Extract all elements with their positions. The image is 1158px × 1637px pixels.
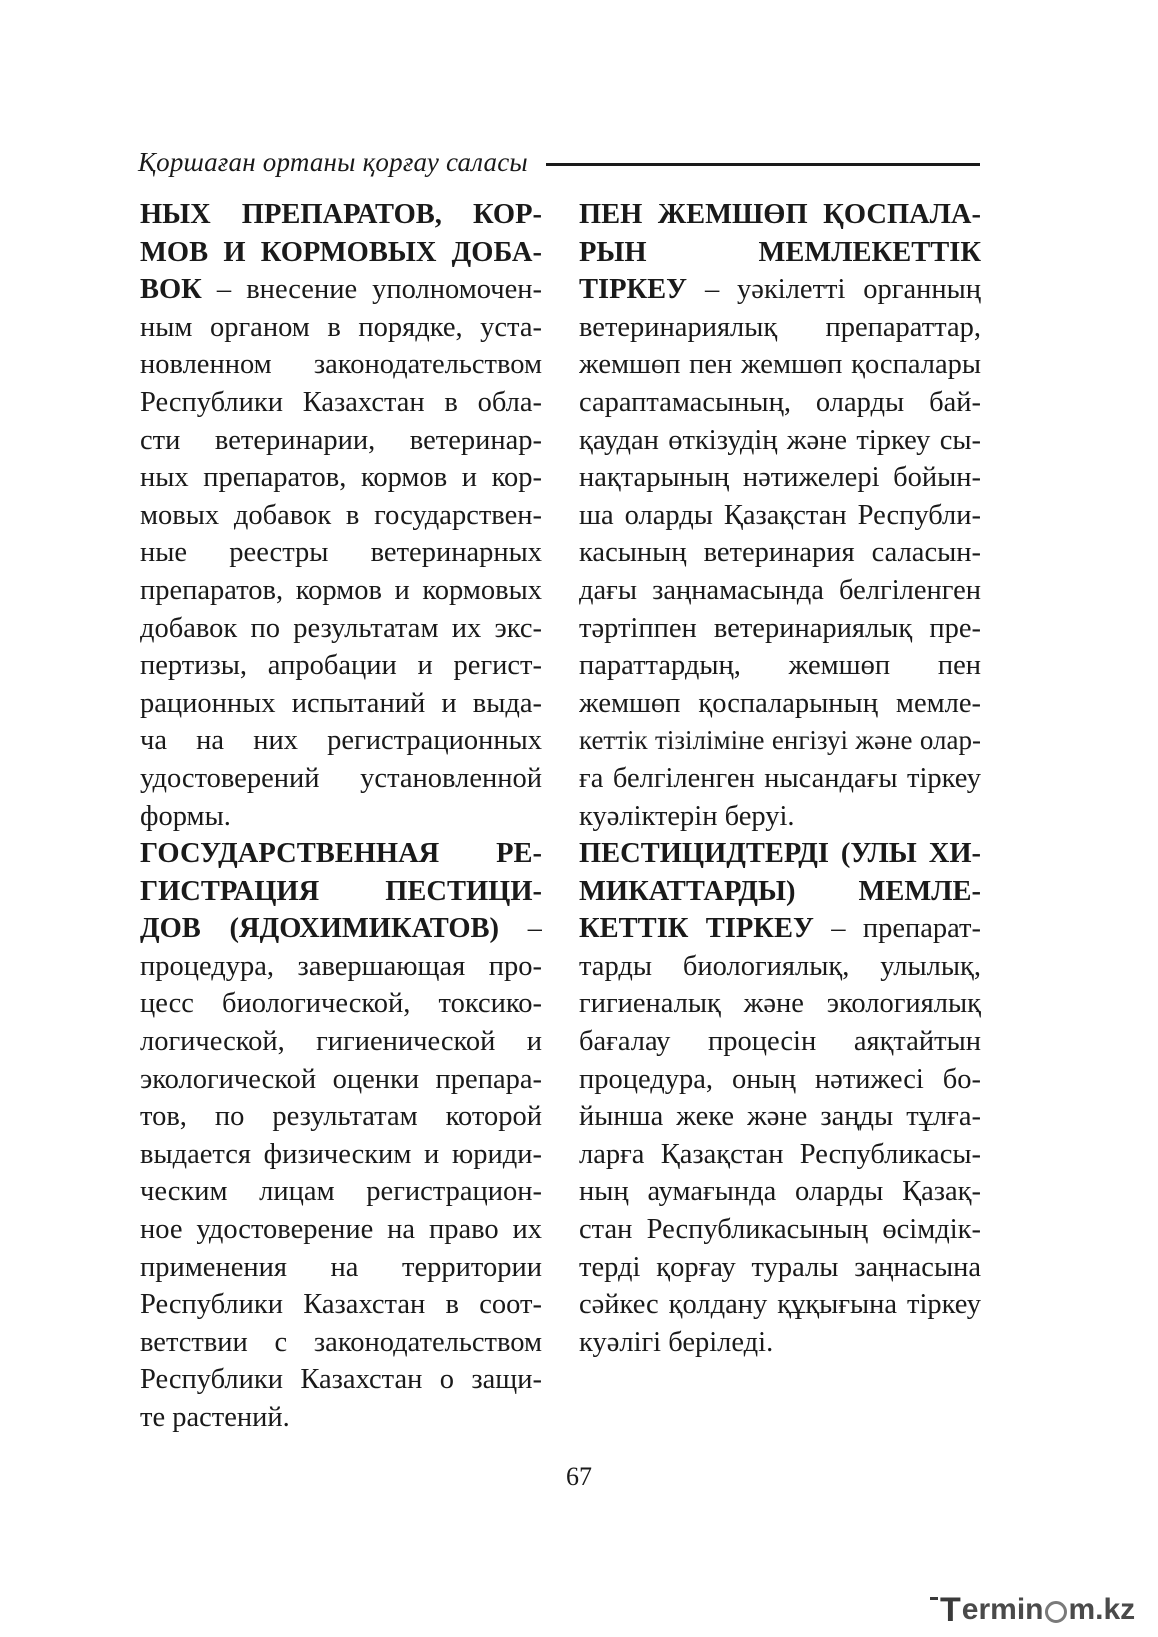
running-title: Қоршаған ортаны қорғау саласы xyxy=(138,146,528,177)
text-line: Республики Казахстан в обла- xyxy=(140,386,542,418)
logo-text-end: m.kz xyxy=(1068,1593,1136,1626)
text-line: логической, гигиенической и xyxy=(140,1026,542,1058)
term-heading: ДОВ (ЯДОХИМИКАТОВ) xyxy=(140,913,500,945)
text-line: бағалау процесін аяқтайтын xyxy=(579,1026,981,1058)
text-line: жемшөп пен жемшөп қоспалары xyxy=(579,349,981,381)
text-line: ным органом в порядке, уста- xyxy=(140,311,542,343)
text-line: ные реестры ветеринарных xyxy=(140,537,542,569)
text-line: жемшөп қоспаларының мемле- xyxy=(579,687,981,719)
definition-text: – xyxy=(499,913,542,945)
page-number: 67 xyxy=(566,1462,592,1491)
text-line: сти ветеринарии, ветеринар- xyxy=(140,424,542,456)
text-line: ПЕН ЖЕМШӨП ҚОСПАЛА- xyxy=(579,199,981,230)
text-line: йынша жеке және заңды тұлға- xyxy=(579,1101,981,1133)
text-line xyxy=(140,910,542,948)
text-line: добавок по результатам их экс- xyxy=(140,612,542,644)
text-line: ға белгіленген нысандағы тіркеу xyxy=(579,762,981,794)
text-line: ша оларды Қазақстан Республи- xyxy=(579,499,981,531)
text-line: НЫХ ПРЕПАРАТОВ, КОР- xyxy=(140,199,542,230)
text-line xyxy=(579,910,981,948)
magnifier-icon xyxy=(1045,1601,1067,1623)
header-rule xyxy=(546,163,980,166)
text-line: ГИСТРАЦИЯ ПЕСТИЦИ- xyxy=(140,875,542,907)
text-line: ветствии с законодательством xyxy=(140,1326,542,1358)
text-line: тарды биологиялық, улылық, xyxy=(579,950,981,982)
text-line: МИКАТТАРДЫ) МЕМЛЕ- xyxy=(579,875,981,907)
running-head xyxy=(138,142,980,182)
text-line: нақтарының нәтижелері бойын- xyxy=(579,462,981,494)
text-line: гигиеналық және экологиялық xyxy=(579,988,981,1020)
text-line: процедура, завершающая про- xyxy=(140,950,542,982)
text-line: ча на них регистрационных xyxy=(140,725,542,757)
text-line: куәліктерін беруі. xyxy=(579,800,795,832)
text-line: те растений. xyxy=(140,1402,290,1433)
text-line xyxy=(579,271,981,309)
definition-text: – уәкілетті органның xyxy=(687,274,981,306)
text-line: ГОСУДАРСТВЕННАЯ РЕ- xyxy=(140,838,542,870)
text-line: куәлігі беріледі. xyxy=(579,1326,774,1358)
text-line: ларға Қазақстан Республикасы- xyxy=(579,1138,981,1170)
text-line: касының ветеринария саласын- xyxy=(579,537,981,569)
text-line: рационных испытаний и выда- xyxy=(140,687,542,719)
text-line: мовых добавок в государствен- xyxy=(140,499,542,531)
definition-text: – препарат- xyxy=(813,913,981,945)
text-line: тәртіппен ветеринариялық пре- xyxy=(579,612,981,644)
text-line: препаратов, кормов и кормовых xyxy=(140,574,542,606)
text-line: Республики Казахстан о защи- xyxy=(140,1364,542,1396)
right-column xyxy=(579,196,981,1361)
term-heading: КЕТТІК ТІРКЕУ xyxy=(579,913,814,945)
text-line: терді қорғау туралы заңнасына xyxy=(579,1251,981,1283)
text-line: ных препаратов, кормов и кор- xyxy=(140,462,542,494)
logo-initial: T xyxy=(940,1590,961,1629)
text-line: РЫН МЕМЛЕКЕТТІК xyxy=(579,236,981,268)
termincom-logo xyxy=(940,1590,1135,1630)
text-line: Республики Казахстан в соот- xyxy=(140,1289,542,1321)
text-line: сәйкес қолдану құқығына тіркеу xyxy=(579,1289,981,1321)
left-column xyxy=(140,196,542,1437)
text-line: выдается физическим и юриди- xyxy=(140,1138,542,1170)
definition-text: – внесение уполномочен- xyxy=(201,274,542,306)
text-line: ның аумағында оларды Қазақ- xyxy=(579,1176,981,1208)
text-line: стан Республикасының өсімдік- xyxy=(579,1214,981,1246)
text-line: удостоверений установленной xyxy=(140,762,542,794)
text-line: кеттік тізіліміне енгізуі және олар- xyxy=(579,725,981,756)
logo-text-start: ermin xyxy=(961,1593,1044,1626)
text-line: ное удостоверение на право их xyxy=(140,1214,542,1246)
term-heading: ВОК xyxy=(140,274,202,306)
text-line: процедура, оның нәтижесі бо- xyxy=(579,1063,981,1095)
text-line: дағы заңнамасында белгіленген xyxy=(579,574,981,606)
text-line: новленном законодательством xyxy=(140,349,542,381)
text-line: применения на территории xyxy=(140,1251,542,1283)
text-line: экологической оценки препара- xyxy=(140,1063,542,1095)
term-heading: ТІРКЕУ xyxy=(579,274,688,306)
text-line: ПЕСТИЦИДТЕРДІ (УЛЫ ХИ- xyxy=(579,838,981,870)
text-line xyxy=(140,271,542,309)
text-line: ветеринариялық препараттар, xyxy=(579,311,981,343)
text-line: сараптамасының, оларды бай- xyxy=(579,386,981,418)
text-line: параттардың, жемшөп пен xyxy=(579,650,981,682)
text-line: формы. xyxy=(140,800,231,832)
text-line: тов, по результатам которой xyxy=(140,1101,542,1133)
text-line: қаудан өткізудің және тіркеу сы- xyxy=(579,424,981,456)
text-line: пертизы, апробации и регист- xyxy=(140,650,542,682)
text-line: ческим лицам регистрацион- xyxy=(140,1176,542,1208)
text-line: цесс биологической, токсико- xyxy=(140,988,542,1020)
text-line: МОВ И КОРМОВЫХ ДОБА- xyxy=(140,236,542,268)
